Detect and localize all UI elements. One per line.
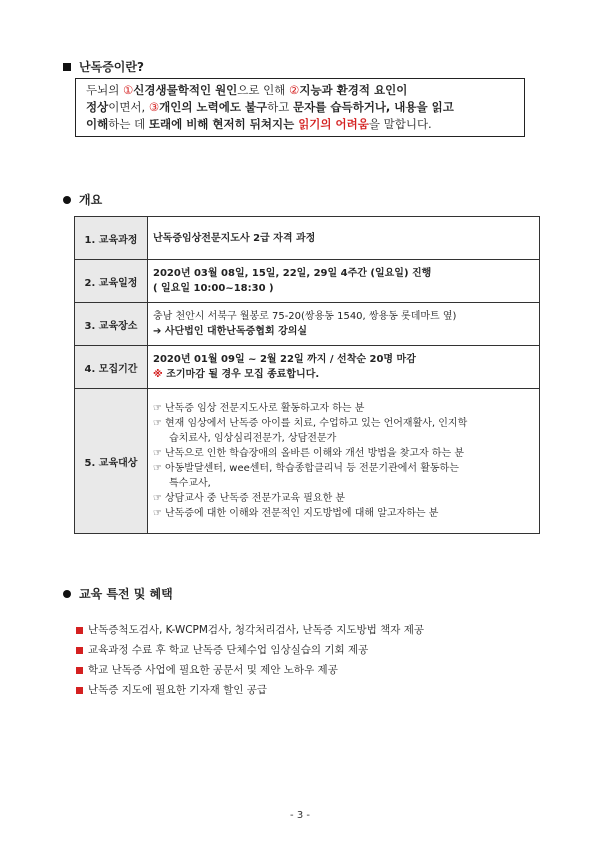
- benefit-text: 난독증 지도에 필요한 기자재 할인 공급: [88, 684, 267, 696]
- section-title-text: 개요: [79, 193, 103, 207]
- overview-value-text: ※ 조기마감 될 경우 모집 종료합니다.: [153, 369, 320, 380]
- overview-value-line: [153, 352, 534, 367]
- overview-value-text: ( 일요일 10:00~18:30 ): [153, 283, 274, 294]
- definition-line: [86, 82, 514, 99]
- red-square-bullet-icon: [76, 667, 83, 674]
- red-square-bullet-icon: [76, 647, 83, 654]
- overview-row-value: [148, 346, 540, 389]
- overview-value-text: 현재 임상에서 난독증 아이를 치료, 수업하고 있는 언어재활사, 인지학: [164, 418, 468, 429]
- overview-row-value: [148, 217, 540, 260]
- definition-box: [75, 78, 525, 137]
- overview-value-line: [153, 506, 534, 521]
- pointing-hand-icon: ☞: [153, 403, 162, 414]
- definition-segment: 하고: [267, 100, 294, 114]
- definition-segment: 또래에 비해 현저히 뒤쳐지는: [148, 117, 299, 131]
- overview-value-text: 난독증임상전문지도사 2급 자격 과정: [153, 232, 316, 244]
- overview-value-text: 난독증에 대한 이해와 전문적인 지도방법에 대해 알고자하는 분: [164, 508, 439, 519]
- pointing-hand-icon: ☞: [153, 418, 162, 429]
- overview-row: [75, 217, 540, 260]
- benefit-item: [76, 660, 424, 680]
- overview-value-line: [153, 491, 534, 506]
- pointing-hand-icon: ☞: [153, 463, 162, 474]
- definition-segment: 개인의 노력에도 불구: [159, 100, 268, 114]
- overview-value-text: ➔ 사단법인 대한난독증협회 강의실: [153, 326, 308, 337]
- definition-segment: ③: [148, 100, 160, 114]
- overview-value-line: [153, 401, 534, 416]
- definition-segment: 이해: [86, 117, 109, 131]
- overview-row: [75, 389, 540, 534]
- definition-segment: 읽기의 어려움: [298, 117, 369, 131]
- overview-row-label: 5. 교육대상: [75, 389, 148, 534]
- overview-value-text: 2020년 01월 09일 ~ 2월 22일 까지 / 선착순 20명 마감: [153, 354, 416, 365]
- overview-value-text: 아동발달센터, wee센터, 학습종합클리닉 등 전문기관에서 활동하는: [164, 463, 459, 474]
- overview-value-line: [153, 431, 534, 446]
- definition-segment: 지능과 환경적 요인이: [299, 83, 408, 97]
- page-number: - 3 -: [290, 810, 310, 821]
- overview-row: [75, 260, 540, 303]
- overview-value-line: [153, 367, 534, 382]
- overview-row-value: [148, 389, 540, 534]
- definition-segment: 문자를 습득하거나, 내용을 읽고: [293, 100, 454, 114]
- definition-segment: 을 말합니다.: [368, 117, 432, 131]
- circle-bullet-icon: [63, 196, 71, 204]
- overview-value-text: 충남 천안시 서북구 월봉로 75-20(쌍용동 1540, 쌍용동 롯데마트 옆): [153, 311, 457, 322]
- overview-row-label: 2. 교육일정: [75, 260, 148, 303]
- section-title-text: 난독증이란?: [79, 60, 144, 74]
- definition-line: [86, 99, 514, 116]
- reference-mark-icon: ※: [153, 369, 163, 380]
- overview-value-line: [153, 309, 534, 324]
- section-title-text: 교육 특전 및 혜택: [79, 587, 173, 601]
- section-title-overview: [63, 191, 102, 208]
- red-square-bullet-icon: [76, 687, 83, 694]
- definition-segment: ①: [122, 83, 134, 97]
- benefit-text: 교육과정 수료 후 학교 난독증 단체수업 임상실습의 기회 제공: [88, 644, 369, 656]
- definition-segment: 두뇌의: [86, 83, 123, 97]
- definition-segment: 신경생물학적인 원인: [133, 83, 238, 97]
- benefit-item: [76, 620, 424, 640]
- overview-value-line: [153, 281, 534, 296]
- definition-segment: 하는 데: [108, 117, 149, 131]
- definition-segment: 이면서,: [108, 100, 149, 114]
- overview-value-line: [153, 461, 534, 476]
- section-title-benefits: [63, 585, 173, 602]
- benefits-list: [76, 620, 424, 700]
- overview-value-text: 특수교사,: [169, 478, 211, 489]
- red-square-bullet-icon: [76, 627, 83, 634]
- definition-segment: 정상: [86, 100, 109, 114]
- definition-line: [86, 116, 514, 133]
- overview-value-line: [153, 324, 534, 339]
- section-title-definition: [63, 58, 144, 75]
- overview-value-line: [153, 476, 534, 491]
- overview-value-line: [153, 446, 534, 461]
- overview-value-line: [153, 416, 534, 431]
- circle-bullet-icon: [63, 590, 71, 598]
- overview-row-label: 1. 교육과정: [75, 217, 148, 260]
- overview-row: [75, 346, 540, 389]
- overview-value-text: 2020년 03월 08일, 15일, 22일, 29일 4주간 (일요일) 진행: [153, 268, 432, 279]
- definition-segment: ②: [289, 83, 300, 97]
- benefit-text: 학교 난독증 사업에 필요한 공문서 및 제안 노하우 제공: [88, 664, 338, 676]
- benefit-item: [76, 680, 424, 700]
- overview-row-value: [148, 303, 540, 346]
- overview-value-text: 상담교사 중 난독증 전문가교육 필요한 분: [164, 493, 346, 504]
- overview-row-value: [148, 260, 540, 303]
- definition-segment: 으로 인해: [237, 83, 290, 97]
- pointing-hand-icon: ☞: [153, 493, 162, 504]
- overview-value-line: [153, 266, 534, 281]
- overview-row-label: 4. 모집기간: [75, 346, 148, 389]
- overview-value-text: 습치료사, 임상심리전문가, 상담전문가: [169, 433, 337, 444]
- overview-row-label: 3. 교육장소: [75, 303, 148, 346]
- square-bullet-icon: [63, 63, 71, 71]
- benefit-item: [76, 640, 424, 660]
- benefit-text: 난독증척도검사, K-WCPM검사, 청각처리검사, 난독증 지도방법 책자 제공: [88, 624, 425, 636]
- pointing-hand-icon: ☞: [153, 448, 162, 459]
- overview-row: [75, 303, 540, 346]
- pointing-hand-icon: ☞: [153, 508, 162, 519]
- overview-value-line: [153, 231, 534, 246]
- overview-value-text: 난독증 임상 전문지도사로 활동하고자 하는 분: [164, 403, 365, 414]
- overview-value-text: 난독으로 인한 학습장애의 올바른 이해와 개선 방법을 찾고자 하는 분: [164, 448, 465, 459]
- overview-table: [74, 216, 540, 534]
